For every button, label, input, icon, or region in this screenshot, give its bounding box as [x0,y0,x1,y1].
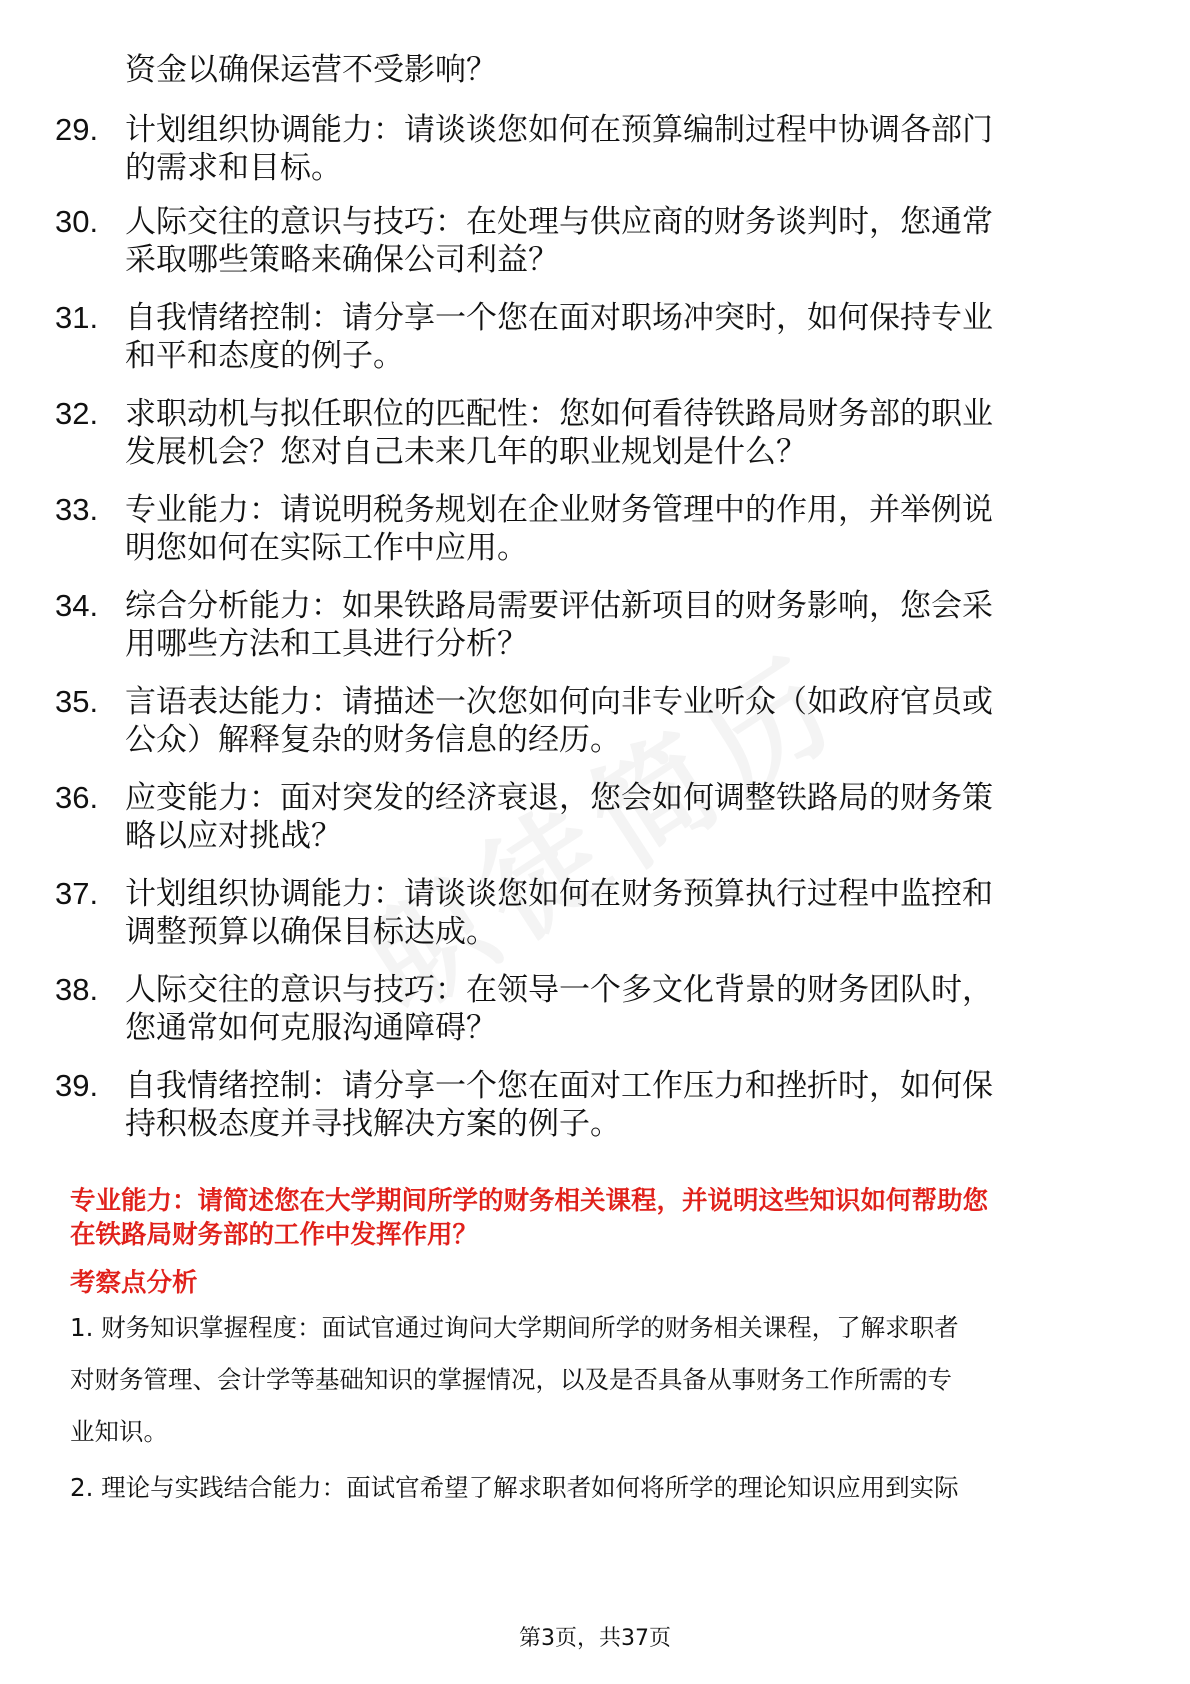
question-text-line: 和平和态度的例子。 [125,338,404,374]
question-text-line: 的需求和目标。 [125,150,342,186]
list-item [0,202,1190,284]
analysis-line: 2. 理论与实践结合能力：面试官希望了解求职者如何将所学的理论知识应用到实际 [70,1473,959,1502]
list-item [0,778,1190,860]
question-text-line: 采取哪些策略来确保公司利益？ [125,242,559,278]
question-text-line: 持积极态度并寻找解决方案的例子。 [125,1106,621,1142]
question-number: 29. [55,112,99,147]
list-item [0,970,1190,1052]
question-text-line: 人际交往的意识与技巧：在处理与供应商的财务谈判时，您通常 [125,204,993,240]
question-text-line: 调整预算以确保目标达成。 [125,914,497,950]
featured-question-line: 在铁路局财务部的工作中发挥作用？ [70,1220,479,1250]
question-text-line: 求职动机与拟任职位的匹配性：您如何看待铁路局财务部的职业 [125,396,993,432]
list-item [0,394,1190,476]
question-text-line: 自我情绪控制：请分享一个您在面对职场冲突时，如何保持专业 [125,300,993,336]
question-text-line: 专业能力：请说明税务规划在企业财务管理中的作用，并举例说 [125,492,993,528]
question-number: 33. [55,492,99,527]
question-number: 37. [55,876,99,911]
question-continuation: 资金以确保运营不受影响？ [125,52,497,88]
list-item [0,298,1190,380]
analysis-line: 1. 财务知识掌握程度：面试官通过询问大学期间所学的财务相关课程，了解求职者 [70,1313,959,1342]
question-text-line: 自我情绪控制：请分享一个您在面对工作压力和挫折时，如何保 [125,1068,993,1104]
analysis-line: 对财务管理、会计学等基础知识的掌握情况，以及是否具备从事财务工作所需的专 [70,1365,952,1394]
question-number: 38. [55,972,99,1007]
question-number: 32. [55,396,99,431]
featured-question [70,1184,988,1252]
question-number: 36. [55,780,99,815]
list-item [0,586,1190,668]
question-number: 35. [55,684,99,719]
question-text-line: 明您如何在实际工作中应用。 [125,530,528,566]
question-text-line: 计划组织协调能力：请谈谈您如何在预算编制过程中协调各部门 [125,112,993,148]
page-number: 第3页，共37页 [519,1626,671,1651]
analysis-line: 业知识。 [70,1417,168,1446]
question-text-line: 您通常如何克服沟通障碍？ [125,1010,497,1046]
question-number: 39. [55,1068,99,1103]
list-item [0,490,1190,572]
list-item [0,1066,1190,1148]
question-text-line: 计划组织协调能力：请谈谈您如何在财务预算执行过程中监控和 [125,876,993,912]
question-text-line: 用哪些方法和工具进行分析？ [125,626,528,662]
question-number: 31. [55,300,99,335]
list-item [0,110,1190,192]
analysis-heading: 考察点分析 [70,1268,198,1298]
list-item [0,874,1190,956]
featured-question-line: 专业能力：请简述您在大学期间所学的财务相关课程，并说明这些知识如何帮助您 [70,1186,989,1216]
question-text-line: 应变能力：面对突发的经济衰退，您会如何调整铁路局的财务策 [125,780,993,816]
question-text-line: 言语表达能力：请描述一次您如何向非专业听众（如政府官员或 [125,684,993,720]
question-number: 30. [55,204,99,239]
question-text-line: 综合分析能力：如果铁路局需要评估新项目的财务影响，您会采 [125,588,993,624]
question-text-line: 发展机会？您对自己未来几年的职业规划是什么？ [125,434,807,470]
question-text-line: 公众）解释复杂的财务信息的经历。 [125,722,621,758]
question-text-line: 略以应对挑战？ [125,818,342,854]
question-text-line: 人际交往的意识与技巧：在领导一个多文化背景的财务团队时， [125,972,993,1008]
question-number: 34. [55,588,99,623]
list-item [0,682,1190,764]
